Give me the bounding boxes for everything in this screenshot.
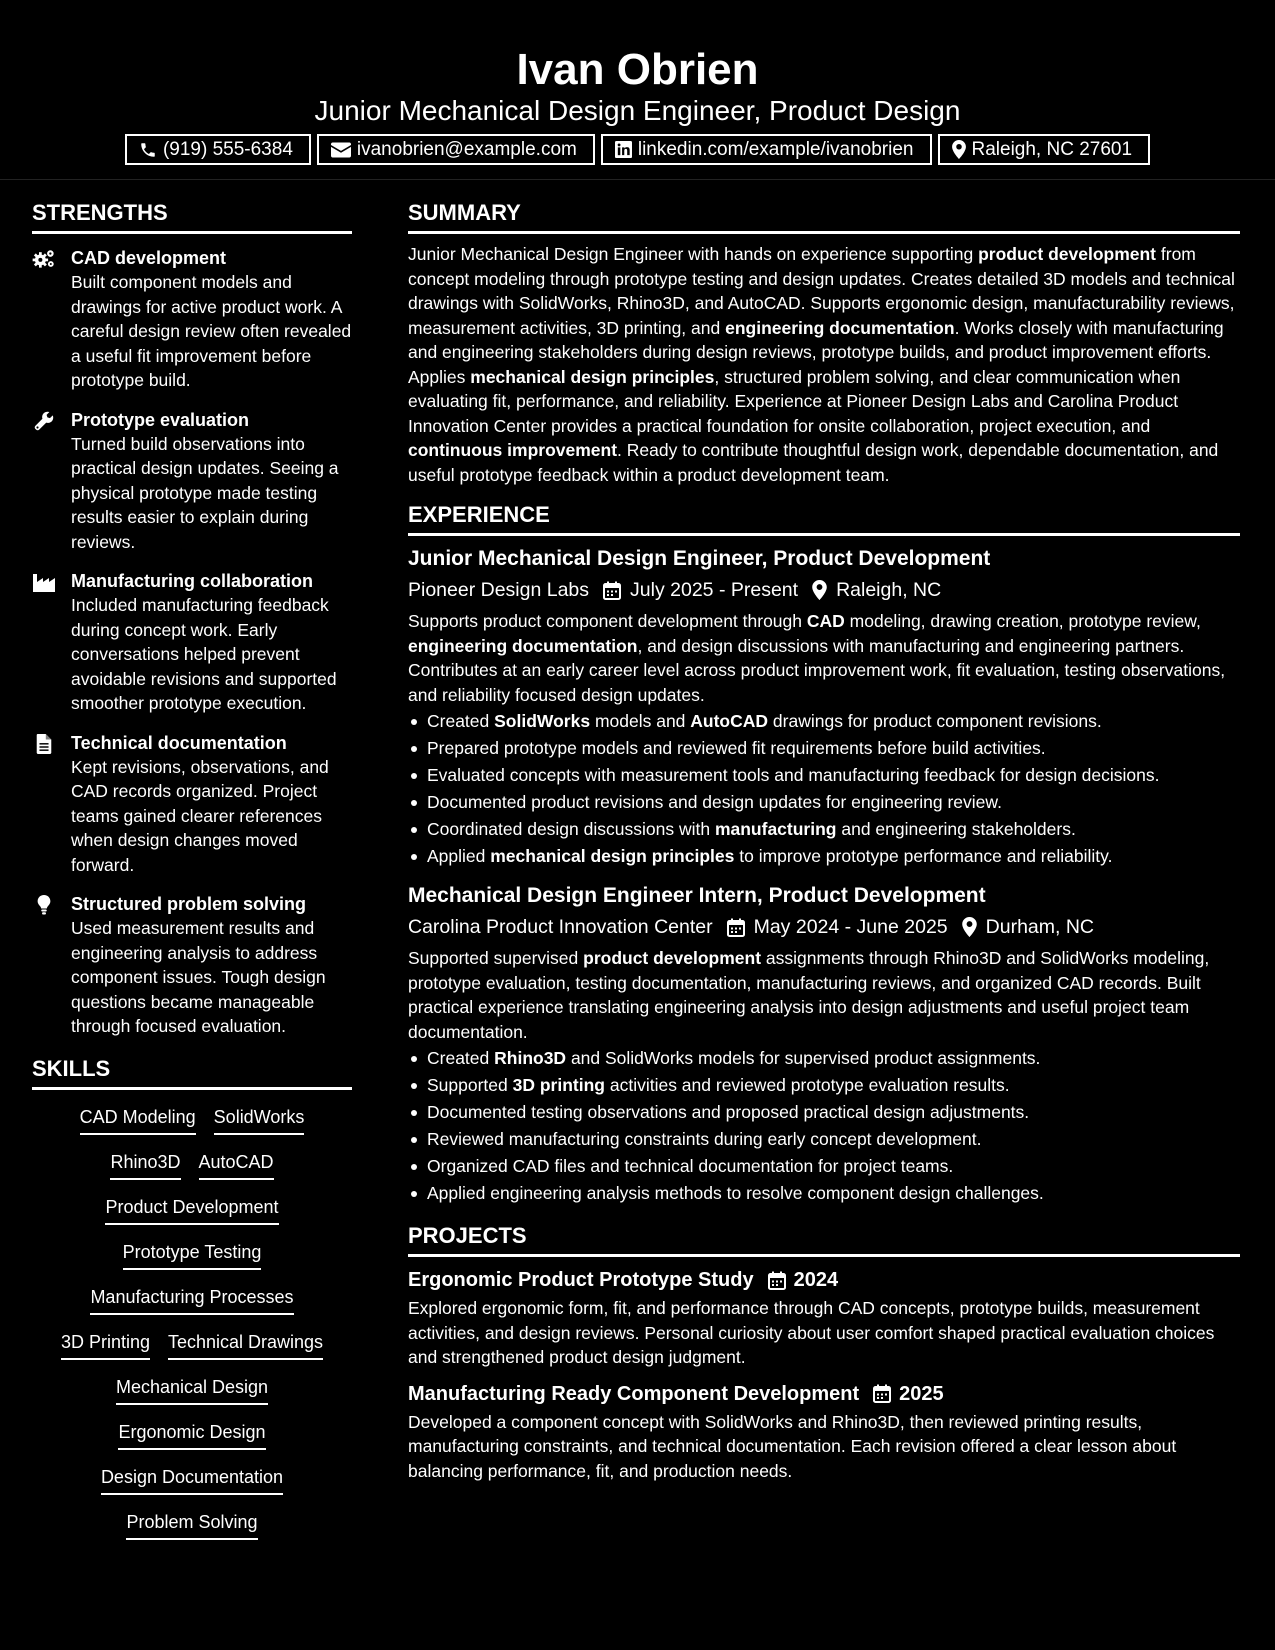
left-column (32, 198, 352, 1554)
calendar-icon (727, 918, 745, 937)
calendar-icon (873, 1384, 891, 1403)
skills-list (32, 1104, 352, 1554)
resume-header (0, 0, 1275, 180)
skill-tag: 3D Printing (61, 1329, 150, 1360)
skill-tag: Product Development (105, 1194, 278, 1225)
keyword-highlight: product development (978, 244, 1157, 264)
project-title: Ergonomic Product Prototype Study (408, 1269, 754, 1291)
job-location: Raleigh, NC (836, 579, 942, 601)
envelope-icon (331, 142, 351, 158)
contact-email-text: ivanobrien@example.com (356, 138, 577, 160)
contact-linkedin[interactable] (601, 134, 932, 165)
strength-item (32, 731, 352, 878)
bullet-item: Prepared prototype models and reviewed fit requirements before build activities. (408, 735, 1240, 762)
experience-heading: EXPERIENCE (408, 500, 1240, 536)
job-bullets (408, 1045, 1240, 1207)
job-description: Supported supervised product development assignments through Rhino3D and SolidWorks modeling, prototype evaluation, testing documentation, manufacturing reviews, and organized CAD records. Built practical experience translating engineering analysis into design adjustments and useful project team documentation. (408, 948, 1210, 1042)
skill-row (32, 1239, 352, 1284)
keyword-highlight: continuous improvement (408, 440, 618, 460)
strengths-list (32, 246, 352, 1039)
strength-title: Manufacturing collaboration (71, 571, 314, 591)
job-company: Carolina Product Innovation Center (408, 916, 713, 938)
contact-location-text: Raleigh, NC 27601 (971, 138, 1133, 160)
skill-tag: Manufacturing Processes (90, 1284, 293, 1315)
skill-row (32, 1509, 352, 1554)
skill-row (32, 1464, 352, 1509)
skill-row (32, 1149, 352, 1194)
skill-tag: Rhino3D (110, 1149, 180, 1180)
job-bullets (408, 708, 1240, 870)
bullet-item: Documented testing observations and proposed practical design adjustments. (408, 1099, 1240, 1126)
keyword-highlight: engineering documentation (725, 317, 955, 338)
keyword-highlight: product development (583, 948, 762, 968)
skill-tag: Prototype Testing (123, 1239, 262, 1270)
summary-text: Junior Mechanical Design Engineer with hands on experience supporting product development from concept modeling through prototype testing and design updates. Creates detailed 3D models and technical drawings with SolidWorks, Rhino3D, and AutoCAD. Supports ergonomic design, manufacturability reviews, measurement activities, 3D printing, and engineering documentation. Works closely with manufacturing and engineering stakeholders during design reviews, prototype builds, and product improvement efforts. Applies mechanical design principles, structured problem solving, and clear communication when evaluating fit, performance, and reliability. Experience at Pioneer Design Labs and Carolina Product Innovation Center provides a practical foundation for onsite collaboration, project execution, and continuous improvement. Ready to contribute thoughtful design work, dependable documentation, and useful prototype feedback within a product development team. (408, 244, 1235, 485)
contact-bar (0, 134, 1275, 165)
strength-title: Technical documentation (71, 732, 287, 753)
strength-desc: Built component models and drawings for active product work. A careful design review often revealed a useful fit improvement before prototype build. (71, 272, 352, 390)
strength-title: Structured problem solving (71, 894, 307, 914)
map-pin-icon (812, 580, 827, 600)
skill-tag: Design Documentation (101, 1464, 283, 1495)
contact-phone-text: (919) 555-6384 (162, 138, 293, 160)
job-dates: May 2024 - June 2025 (753, 916, 948, 938)
project-entry (408, 1266, 1240, 1370)
bullet-item: Organized CAD files and technical documentation for project teams. (408, 1153, 1240, 1180)
skill-tag: AutoCAD (199, 1149, 274, 1180)
job-location: Durham, NC (985, 916, 1095, 938)
job-description: Supports product component development through CAD modeling, drawing creation, prototype review, engineering documentation, and design discussions with manufacturing and engineering partners. Contributes at an early career level across product improvement work, fit evaluation, testing observations, and reliability focused design updates. (408, 611, 1226, 705)
document-icon (32, 734, 56, 754)
skill-row (32, 1194, 352, 1239)
skill-tag: CAD Modeling (80, 1104, 196, 1135)
project-year: 2025 (899, 1382, 944, 1405)
strength-title: Prototype evaluation (71, 409, 250, 430)
skill-row (32, 1329, 352, 1374)
lightbulb-icon (32, 895, 56, 915)
keyword-highlight: mechanical design principles (490, 846, 735, 866)
calendar-icon (603, 581, 621, 600)
skills-heading: SKILLS (32, 1054, 352, 1090)
map-pin-icon (962, 917, 977, 937)
skill-tag: SolidWorks (214, 1104, 305, 1135)
keyword-highlight: engineering documentation (408, 635, 638, 656)
contact-email[interactable] (317, 134, 595, 165)
wrench-icon (32, 411, 56, 431)
strength-item (32, 246, 352, 393)
linkedin-icon (615, 141, 632, 158)
project-title: Manufacturing Ready Component Development (408, 1382, 860, 1405)
contact-phone[interactable] (125, 134, 311, 165)
skill-row (32, 1374, 352, 1419)
bullet-item: Evaluated concepts with measurement tools and manufacturing feedback for design decisions. (408, 762, 1240, 789)
bullet-item: Supported 3D printing activities and reviewed prototype evaluation results. (408, 1072, 1240, 1099)
keyword-highlight: AutoCAD (690, 711, 769, 731)
skill-row (32, 1284, 352, 1329)
bullet-item: Applied mechanical design principles to improve prototype performance and reliability. (408, 843, 1240, 870)
skill-tag: Mechanical Design (116, 1374, 268, 1405)
candidate-name: Ivan Obrien (516, 45, 759, 94)
job-title: Junior Mechanical Design Engineer, Product Development (408, 547, 991, 570)
strength-item (32, 408, 352, 555)
gears-icon (32, 249, 56, 269)
summary-heading: SUMMARY (408, 198, 1240, 234)
job-meta (408, 576, 1240, 604)
project-header (408, 1266, 1240, 1294)
keyword-highlight: mechanical design principles (470, 366, 715, 387)
contact-location[interactable] (938, 134, 1151, 165)
job-entry (408, 545, 1240, 870)
keyword-highlight: 3D printing (512, 1075, 605, 1095)
candidate-title: Junior Mechanical Design Engineer, Product Design (314, 95, 961, 126)
project-description: Explored ergonomic form, fit, and performance through CAD concepts, prototype builds, measurement activities, and design reviews. Personal curiosity about user comfort shaped practical evaluation choices and strengthened product design judgment. (408, 1298, 1215, 1367)
strength-desc: Included manufacturing feedback during concept work. Early conversations helped prevent avoidable revisions and supported smoother prototype execution. (71, 595, 337, 713)
job-company: Pioneer Design Labs (408, 579, 590, 601)
project-entry (408, 1380, 1240, 1484)
job-entry (408, 882, 1240, 1207)
industry-icon (32, 572, 56, 592)
skill-row (32, 1419, 352, 1464)
keyword-highlight: Rhino3D (494, 1048, 567, 1068)
projects-heading: PROJECTS (408, 1221, 1240, 1257)
map-pin-icon (952, 140, 966, 159)
skill-row (32, 1104, 352, 1149)
calendar-icon (768, 1271, 786, 1290)
strength-desc: Kept revisions, observations, and CAD records organized. Project teams gained clearer references when design changes moved forward. (71, 756, 329, 875)
keyword-highlight: SolidWorks (494, 711, 591, 731)
project-year: 2024 (793, 1269, 839, 1291)
bullet-item: Created Rhino3D and SolidWorks models for supervised product assignments. (408, 1045, 1240, 1072)
bullet-item: Coordinated design discussions with manufacturing and engineering stakeholders. (408, 816, 1240, 843)
keyword-highlight: CAD (806, 611, 845, 631)
strength-item (32, 569, 352, 716)
bullet-item: Documented product revisions and design updates for engineering review. (408, 789, 1240, 816)
bullet-item: Created SolidWorks models and AutoCAD drawings for product component revisions. (408, 708, 1240, 735)
strengths-heading: STRENGTHS (32, 198, 352, 234)
project-header (408, 1380, 1240, 1408)
strength-desc: Turned build observations into practical design updates. Seeing a physical prototype made testing results easier to explain during reviews. (71, 433, 339, 552)
skill-tag: Problem Solving (126, 1509, 257, 1540)
skill-tag: Technical Drawings (168, 1329, 323, 1360)
job-dates: July 2025 - Present (630, 579, 799, 601)
contact-linkedin-text: linkedin.com/example/ivanobrien (637, 138, 914, 160)
right-column (408, 198, 1240, 1483)
job-meta (408, 913, 1240, 941)
job-title: Mechanical Design Engineer Intern, Product Development (408, 884, 986, 907)
bullet-item: Applied engineering analysis methods to resolve component design challenges. (408, 1180, 1240, 1207)
phone-icon (139, 141, 157, 159)
strength-item (32, 892, 352, 1039)
strength-title: CAD development (71, 248, 227, 268)
skill-tag: Ergonomic Design (118, 1419, 265, 1450)
bullet-item: Reviewed manufacturing constraints during early concept development. (408, 1126, 1240, 1153)
project-description: Developed a component concept with SolidWorks and Rhino3D, then reviewed printing results, manufacturing constraints, and technical documentation. Each revision offered a clear lesson about balancing performance, fit, and production needs. (408, 1411, 1177, 1481)
strength-desc: Used measurement results and engineering analysis to address component issues. Tough design questions became manageable through focused evaluation. (71, 918, 326, 1036)
keyword-highlight: manufacturing (714, 819, 837, 839)
